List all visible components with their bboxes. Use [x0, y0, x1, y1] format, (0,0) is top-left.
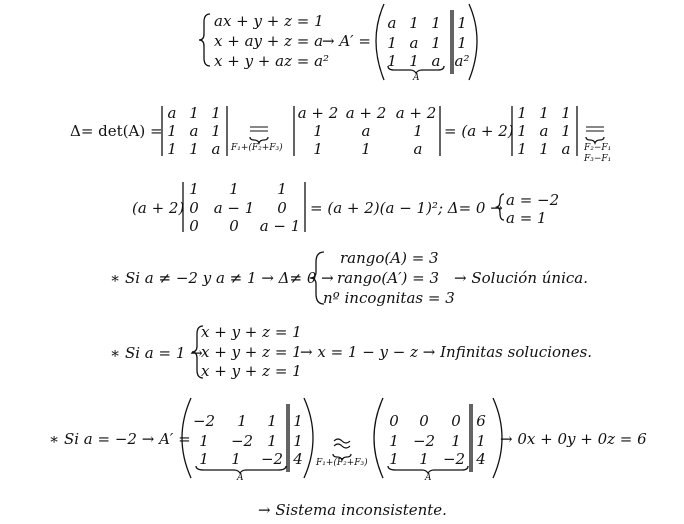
underbrace-label: A [425, 473, 432, 483]
det-cell: 1 [517, 122, 527, 140]
arrow-label: → A′ = [322, 32, 371, 50]
underbrace-label: A [413, 73, 420, 83]
matrix-cell: 1 [267, 432, 277, 450]
row-operation: F₁+(F₂+F₃) [316, 458, 368, 468]
det-cell: 1 [211, 104, 221, 122]
matrix-cell: 1 [431, 34, 441, 52]
equation: x + y + az = a² [214, 52, 330, 70]
equation: x + y + z = 1 [201, 323, 302, 341]
matrix-cell: a [409, 34, 419, 52]
det-cell: a [189, 122, 199, 140]
det-cell: a [539, 122, 549, 140]
det-cell: 1 [361, 140, 371, 158]
matrix-cell: 1 [431, 14, 441, 32]
det-cell: 1 [211, 122, 221, 140]
matrix-cell: 1 [389, 450, 399, 468]
factor: (a + 2) [132, 199, 185, 217]
det-cell: a + 2 [395, 104, 437, 122]
matrix-cell: a [431, 52, 441, 70]
rhs-cell: 6 [476, 412, 486, 430]
rank-line: rango(A) = 3 [340, 249, 439, 267]
det-cell: 1 [229, 180, 239, 198]
matrix-cell: 1 [387, 52, 397, 70]
matrix-cell: −2 [260, 450, 284, 468]
matrix-cell: a [387, 14, 397, 32]
matrix-cell: 0 [389, 412, 399, 430]
matrix-cell: 1 [199, 450, 209, 468]
rhs-cell: 1 [457, 34, 467, 52]
det-cell: a [211, 140, 221, 158]
conclusion: → x = 1 − y − z → Infinitas soluciones. [300, 343, 593, 361]
factor: = (a + 2) [444, 122, 514, 140]
det-prefix: Δ= det(A) = [70, 122, 163, 140]
case-condition: ∗ Si a = 1 → [110, 344, 203, 362]
det-cell: a + 2 [297, 104, 339, 122]
equation: x + y + z = 1 [201, 343, 302, 361]
conclusion: → Solución única. [454, 269, 588, 287]
row-operation: F₁+(F₂+F₃) [231, 143, 283, 153]
rhs-cell: 1 [293, 412, 303, 430]
det-cell: a − 1 [213, 199, 255, 217]
det-cell: 1 [413, 122, 423, 140]
case-condition: ∗ Si a ≠ −2 y a ≠ 1 → Δ≠ 0 → [110, 269, 334, 287]
det-cell: a [561, 140, 571, 158]
matrix-cell: 1 [237, 412, 247, 430]
det-cell: 1 [561, 104, 571, 122]
det-cell: a + 2 [345, 104, 387, 122]
det-cell: a [167, 104, 177, 122]
final-conclusion: → Sistema inconsistente. [258, 501, 447, 519]
case-condition: ∗ Si a = −2 → A′ = [49, 430, 191, 448]
solution: a = −2 [506, 191, 560, 209]
det-cell: 1 [313, 122, 323, 140]
underbrace-label: A [237, 473, 244, 483]
det-cell: a − 1 [259, 217, 301, 235]
equation: x + ay + z = a [214, 32, 324, 50]
matrix-cell: 1 [409, 52, 419, 70]
rhs-cell: 4 [476, 450, 486, 468]
rank-line: nº incognitas = 3 [323, 289, 455, 307]
matrix-cell: 1 [451, 432, 461, 450]
det-cell: 0 [189, 199, 199, 217]
rhs-cell: 1 [476, 432, 486, 450]
matrix-cell: 1 [231, 450, 241, 468]
equation: ax + y + z = 1 [214, 12, 324, 30]
rhs-cell: 4 [293, 450, 303, 468]
det-cell: 1 [539, 140, 549, 158]
conclusion: → 0x + 0y + 0z = 6 [500, 430, 647, 448]
matrix-cell: 1 [389, 432, 399, 450]
matrix-cell: 1 [387, 34, 397, 52]
det-cell: 0 [277, 199, 287, 217]
rank-line: rango(A′) = 3 [337, 269, 439, 287]
rhs-cell: 1 [457, 14, 467, 32]
det-cell: a [413, 140, 423, 158]
matrix-cell: −2 [192, 412, 216, 430]
det-cell: 1 [539, 104, 549, 122]
det-cell: 1 [189, 180, 199, 198]
matrix-cell: 0 [451, 412, 461, 430]
matrix-cell: −2 [230, 432, 254, 450]
det-cell: 1 [517, 140, 527, 158]
det-cell: a [361, 122, 371, 140]
system-brace-1 [199, 14, 210, 66]
det-cell: 1 [167, 122, 177, 140]
det-cell: 1 [277, 180, 287, 198]
row-operation: F₃−F₁ [584, 154, 612, 164]
det-cell: 0 [189, 217, 199, 235]
det-cell: 1 [561, 122, 571, 140]
matrix-cell: 1 [199, 432, 209, 450]
det-cell: 1 [189, 104, 199, 122]
rhs-cell: 1 [293, 432, 303, 450]
det-cell: 1 [189, 140, 199, 158]
matrix-cell: 1 [419, 450, 429, 468]
matrix-cell: 1 [409, 14, 419, 32]
row-operation: F₂−F₁ [584, 143, 612, 153]
matrix-cell: 0 [419, 412, 429, 430]
det-cell: 1 [517, 104, 527, 122]
matrix-cell: −2 [412, 432, 436, 450]
equation: x + y + z = 1 [201, 362, 302, 380]
det-result: = (a + 2)(a − 1)²; Δ= 0 → [310, 199, 503, 217]
rhs-cell: a² [454, 52, 470, 70]
det-cell: 1 [167, 140, 177, 158]
det-cell: 0 [229, 217, 239, 235]
matrix-cell: 1 [267, 412, 277, 430]
solution: a = 1 [506, 209, 547, 227]
det-cell: 1 [313, 140, 323, 158]
matrix-cell: −2 [442, 450, 466, 468]
